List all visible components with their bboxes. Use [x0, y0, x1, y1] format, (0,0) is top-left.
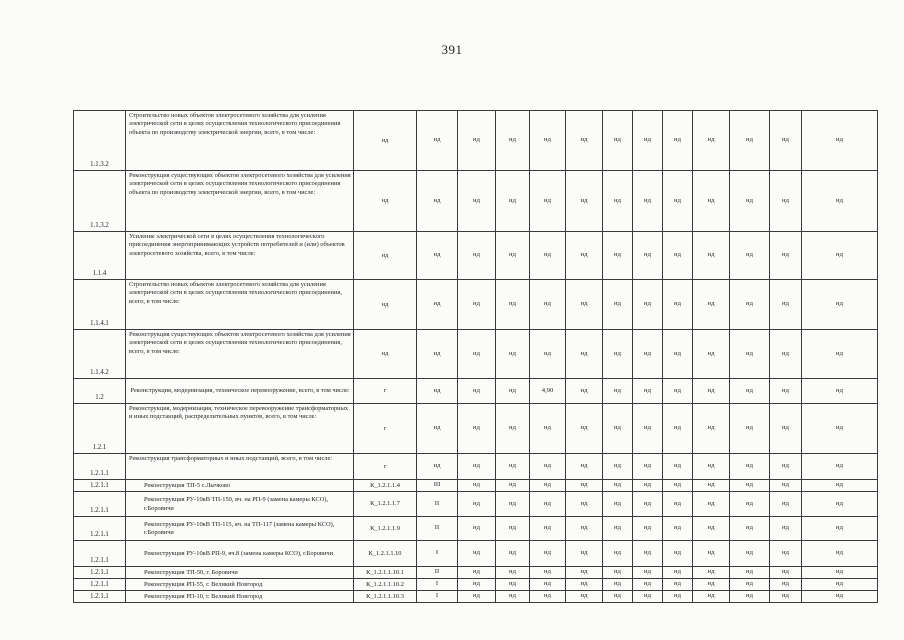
row-code: 1.1.4.2 [74, 330, 126, 379]
row-value-cell: нд [633, 111, 663, 171]
row-value-cell: нд [496, 591, 530, 603]
row-project-id: К_1.2.1.1.10.3 [354, 591, 417, 603]
row-value-cell: нд [693, 480, 730, 492]
row-code: 1.1.3.2 [74, 111, 126, 171]
row-description: Реконструкция РП-10, г. Великий Новгород [126, 591, 354, 603]
row-value-cell: нд [458, 171, 496, 232]
row-description: Реконструкция РУ-10кВ ТП-150, яч. на РП-9 (замена камеры КСО), г.Боровичи [126, 492, 354, 517]
table-row [74, 591, 878, 603]
row-value-cell: нд [663, 404, 693, 454]
row-value-cell: нд [633, 591, 663, 603]
page-number: 391 [441, 42, 463, 57]
row-description: Реконструкция РУ-10кВ РП-9, яч.8 (замена камеры КСО), г.Боровичи [126, 541, 354, 567]
row-value-cell: нд [693, 579, 730, 591]
row-value-cell: II [417, 567, 458, 579]
row-value-cell: нд [770, 541, 802, 567]
row-project-id: К_1.2.1.1.4 [354, 480, 417, 492]
row-description: Строительство новых объектов электросетевого хозяйства для усиления электрической сети в целях осуществления технологического присоединения объекта по производству электрической энергии, всего, в том числе: [126, 111, 354, 171]
row-value-cell: нд [663, 111, 693, 171]
row-value-cell: нд [802, 404, 878, 454]
row-value-cell: нд [693, 379, 730, 404]
row-code: 1.2.1.1 [74, 541, 126, 567]
row-project-id: К_1.2.1.1.7 [354, 492, 417, 517]
row-value-cell: нд [770, 232, 802, 280]
row-value-cell: нд [693, 111, 730, 171]
row-value-cell: нд [530, 517, 566, 541]
row-value-cell: нд [417, 330, 458, 379]
row-value-cell: нд [566, 492, 603, 517]
row-value-cell: нд [603, 171, 633, 232]
row-project-id: нд [354, 232, 417, 280]
row-value-cell: нд [417, 280, 458, 330]
row-value-cell: нд [693, 280, 730, 330]
row-description: Реконструкция, модернизация, техническое перевооружение трансформаторных и иных подстанций, распределительных пунктов, всего, в том числе: [126, 404, 354, 454]
row-value-cell: нд [730, 330, 770, 379]
row-value-cell: нд [770, 111, 802, 171]
row-value-cell: нд [458, 280, 496, 330]
row-code: 1.2 [74, 379, 126, 404]
row-value-cell: нд [802, 280, 878, 330]
row-description: Реконструкция существующих объектов электросетевого хозяйства для усиления электрической сети в целях осуществления технологического присоединения, всего, в том числе: [126, 330, 354, 379]
row-description: Реконструкция РУ-10кВ ТП-115, яч. на ТП-117 (замена камеры КСО), г.Боровичи [126, 517, 354, 541]
row-value-cell: нд [458, 492, 496, 517]
row-value-cell: нд [566, 567, 603, 579]
row-value-cell: нд [566, 591, 603, 603]
row-value-cell: нд [458, 330, 496, 379]
row-value-cell: нд [603, 480, 633, 492]
row-value-cell: нд [417, 171, 458, 232]
row-value-cell: нд [633, 567, 663, 579]
row-project-id: нд [354, 171, 417, 232]
row-value-cell: нд [730, 454, 770, 480]
row-project-id: нд [354, 111, 417, 171]
row-project-id: г [354, 454, 417, 480]
row-value-cell: нд [633, 171, 663, 232]
row-value-cell: нд [693, 330, 730, 379]
row-description: Реконструкция ТП-5 с.Лычково [126, 480, 354, 492]
row-value-cell: I [417, 579, 458, 591]
row-value-cell: нд [566, 232, 603, 280]
row-project-id: нд [354, 330, 417, 379]
row-value-cell: нд [603, 579, 633, 591]
row-value-cell: нд [417, 111, 458, 171]
table-row [74, 517, 878, 541]
row-value-cell: II [417, 492, 458, 517]
row-value-cell: нд [530, 330, 566, 379]
row-code: 1.2.1.1 [74, 480, 126, 492]
table-body [74, 111, 878, 603]
row-value-cell: нд [802, 480, 878, 492]
row-value-cell: нд [693, 591, 730, 603]
row-value-cell: нд [496, 454, 530, 480]
row-value-cell: нд [663, 567, 693, 579]
row-value-cell: III [417, 480, 458, 492]
row-value-cell: нд [770, 480, 802, 492]
row-value-cell: нд [566, 579, 603, 591]
row-description: Реконструкция ТП-50, г. Боровичи [126, 567, 354, 579]
row-project-id: К_1.2.1.1.10.2 [354, 579, 417, 591]
row-value-cell: нд [633, 280, 663, 330]
row-value-cell: нд [663, 280, 693, 330]
row-value-cell: нд [730, 404, 770, 454]
row-value-cell: нд [693, 567, 730, 579]
row-value-cell: нд [496, 379, 530, 404]
row-value-cell: нд [458, 591, 496, 603]
row-value-cell: нд [633, 480, 663, 492]
row-value-cell: нд [633, 379, 663, 404]
row-code: 1.2.1.1 [74, 492, 126, 517]
row-value-cell: нд [458, 480, 496, 492]
row-value-cell: нд [566, 480, 603, 492]
row-value-cell: нд [417, 454, 458, 480]
row-value-cell: нд [730, 171, 770, 232]
table-row [74, 567, 878, 579]
row-value-cell: нд [770, 517, 802, 541]
row-value-cell: нд [496, 517, 530, 541]
table-row [74, 404, 878, 454]
row-value-cell: нд [730, 379, 770, 404]
row-code: 1.1.4.1 [74, 280, 126, 330]
row-value-cell: нд [730, 567, 770, 579]
row-value-cell: нд [603, 330, 633, 379]
row-value-cell: нд [802, 541, 878, 567]
row-value-cell: нд [663, 541, 693, 567]
table-row [74, 492, 878, 517]
row-value-cell: нд [802, 330, 878, 379]
row-value-cell: нд [663, 480, 693, 492]
row-value-cell: нд [458, 579, 496, 591]
row-value-cell: нд [530, 171, 566, 232]
row-value-cell: нд [633, 454, 663, 480]
row-value-cell: нд [530, 579, 566, 591]
row-value-cell: нд [633, 330, 663, 379]
row-value-cell: нд [693, 454, 730, 480]
row-value-cell: нд [603, 492, 633, 517]
row-value-cell: нд [566, 379, 603, 404]
row-value-cell: нд [633, 232, 663, 280]
row-value-cell: нд [530, 232, 566, 280]
row-value-cell: нд [730, 111, 770, 171]
row-description: Усиление электрической сети в целях осуществления технологического присоединения энергопринимающих устройств потребителей и (или) объектов электросетевого хозяйства, всего, в том числе: [126, 232, 354, 280]
row-value-cell: нд [730, 579, 770, 591]
row-value-cell: нд [770, 492, 802, 517]
row-value-cell: нд [802, 379, 878, 404]
row-project-id: г [354, 379, 417, 404]
row-value-cell: нд [458, 567, 496, 579]
row-value-cell: нд [496, 330, 530, 379]
row-value-cell: нд [633, 404, 663, 454]
row-code: 1.2.1.1 [74, 591, 126, 603]
row-value-cell: нд [458, 404, 496, 454]
row-code: 1.2.1.1 [74, 567, 126, 579]
row-value-cell: нд [603, 404, 633, 454]
row-value-cell: нд [496, 171, 530, 232]
row-value-cell: нд [770, 379, 802, 404]
table-row [74, 541, 878, 567]
table-row [74, 111, 878, 171]
row-project-id: г [354, 404, 417, 454]
row-value-cell: нд [633, 492, 663, 517]
row-value-cell: нд [693, 517, 730, 541]
row-value-cell: нд [730, 280, 770, 330]
row-value-cell: нд [530, 591, 566, 603]
row-value-cell: нд [663, 232, 693, 280]
row-value-cell: нд [730, 517, 770, 541]
row-value-cell: нд [458, 541, 496, 567]
row-description: Реконструкция трансформаторных и иных подстанций, всего, в том числе: [126, 454, 354, 480]
row-value-cell: нд [802, 171, 878, 232]
row-value-cell: нд [496, 541, 530, 567]
row-value-cell: нд [603, 280, 633, 330]
row-code: 1.1.3.2 [74, 171, 126, 232]
row-value-cell: нд [770, 171, 802, 232]
row-value-cell: нд [603, 379, 633, 404]
row-value-cell: нд [802, 591, 878, 603]
row-value-cell: нд [802, 517, 878, 541]
row-value-cell: нд [417, 232, 458, 280]
row-value-cell: нд [566, 111, 603, 171]
row-value-cell: нд [530, 567, 566, 579]
row-value-cell: нд [530, 454, 566, 480]
row-value-cell: нд [496, 492, 530, 517]
table-row [74, 232, 878, 280]
row-code: 1.2.1.1 [74, 454, 126, 480]
row-value-cell: нд [496, 280, 530, 330]
table-row [74, 280, 878, 330]
row-description: Реконструкция существующих объектов электросетевого хозяйства для усиления электрической сети в целях осуществления технологического присоединения объекта по производству электрической энергии, всего, в том числе: [126, 171, 354, 232]
row-value-cell: нд [566, 171, 603, 232]
row-value-cell: нд [603, 567, 633, 579]
row-value-cell: нд [458, 111, 496, 171]
row-value-cell: нд [633, 541, 663, 567]
row-value-cell: нд [693, 171, 730, 232]
row-value-cell: нд [633, 579, 663, 591]
row-value-cell: нд [603, 591, 633, 603]
table-row [74, 480, 878, 492]
row-value-cell: нд [663, 330, 693, 379]
row-value-cell: нд [663, 517, 693, 541]
row-value-cell: нд [693, 541, 730, 567]
row-value-cell: нд [770, 330, 802, 379]
row-value-cell: нд [496, 404, 530, 454]
row-value-cell: нд [730, 480, 770, 492]
row-value-cell: нд [458, 454, 496, 480]
row-project-id: К_1.2.1.1.10 [354, 541, 417, 567]
table-row [74, 454, 878, 480]
row-value-cell: нд [417, 404, 458, 454]
row-value-cell: нд [770, 579, 802, 591]
row-value-cell: нд [730, 591, 770, 603]
row-value-cell: нд [693, 232, 730, 280]
row-value-cell: нд [770, 591, 802, 603]
row-value-cell: нд [417, 379, 458, 404]
row-value-cell: нд [530, 480, 566, 492]
row-code: 1.2.1 [74, 404, 126, 454]
row-code: 1.2.1.1 [74, 517, 126, 541]
row-value-cell: нд [802, 567, 878, 579]
row-value-cell: нд [663, 591, 693, 603]
row-value-cell: нд [603, 541, 633, 567]
row-description: Реконструкция РП-55, г. Великий Новгород [126, 579, 354, 591]
row-value-cell: 4,90 [530, 379, 566, 404]
row-value-cell: нд [603, 517, 633, 541]
row-value-cell: I [417, 541, 458, 567]
table-row [74, 330, 878, 379]
row-value-cell: нд [496, 111, 530, 171]
row-value-cell: нд [566, 404, 603, 454]
row-value-cell: нд [633, 517, 663, 541]
row-value-cell: нд [496, 480, 530, 492]
row-value-cell: I [417, 591, 458, 603]
row-value-cell: нд [730, 232, 770, 280]
investment-program-table [73, 110, 878, 603]
row-value-cell: нд [802, 579, 878, 591]
row-value-cell: нд [496, 232, 530, 280]
row-value-cell: нд [458, 232, 496, 280]
row-value-cell: нд [458, 379, 496, 404]
row-value-cell: нд [663, 379, 693, 404]
row-value-cell: нд [802, 111, 878, 171]
row-value-cell: нд [693, 492, 730, 517]
row-value-cell: нд [802, 454, 878, 480]
row-value-cell: нд [566, 541, 603, 567]
table-row [74, 579, 878, 591]
row-value-cell: нд [770, 454, 802, 480]
row-value-cell: нд [693, 404, 730, 454]
row-value-cell: нд [603, 111, 633, 171]
row-value-cell: нд [530, 280, 566, 330]
row-project-id: К_1.2.1.1.10.1 [354, 567, 417, 579]
row-value-cell: нд [496, 579, 530, 591]
row-value-cell: нд [770, 567, 802, 579]
row-value-cell: нд [530, 492, 566, 517]
row-value-cell: нд [802, 232, 878, 280]
row-value-cell: нд [530, 541, 566, 567]
row-project-id: нд [354, 280, 417, 330]
row-description: Строительство новых объектов электросетевого хозяйства для усиления электрической сети в целях осуществления технологического присоединения, всего, в том числе: [126, 280, 354, 330]
row-value-cell: нд [730, 541, 770, 567]
row-value-cell: нд [458, 517, 496, 541]
row-description: Реконструкция, модернизация, техническое перевооружение, всего, в том числе: [126, 379, 354, 404]
row-value-cell: нд [770, 404, 802, 454]
row-project-id: К_1.2.1.1.9 [354, 517, 417, 541]
row-value-cell: нд [663, 492, 693, 517]
row-code: 1.2.1.1 [74, 579, 126, 591]
row-value-cell: II [417, 517, 458, 541]
row-value-cell: нд [566, 454, 603, 480]
row-value-cell: нд [566, 517, 603, 541]
row-value-cell: нд [663, 579, 693, 591]
row-value-cell: нд [663, 171, 693, 232]
row-value-cell: нд [730, 492, 770, 517]
row-code: 1.1.4 [74, 232, 126, 280]
table-row [74, 171, 878, 232]
row-value-cell: нд [802, 492, 878, 517]
row-value-cell: нд [496, 567, 530, 579]
row-value-cell: нд [566, 280, 603, 330]
row-value-cell: нд [603, 232, 633, 280]
row-value-cell: нд [530, 404, 566, 454]
row-value-cell: нд [663, 454, 693, 480]
row-value-cell: нд [770, 280, 802, 330]
row-value-cell: нд [603, 454, 633, 480]
row-value-cell: нд [530, 111, 566, 171]
row-value-cell: нд [566, 330, 603, 379]
table-row [74, 379, 878, 404]
